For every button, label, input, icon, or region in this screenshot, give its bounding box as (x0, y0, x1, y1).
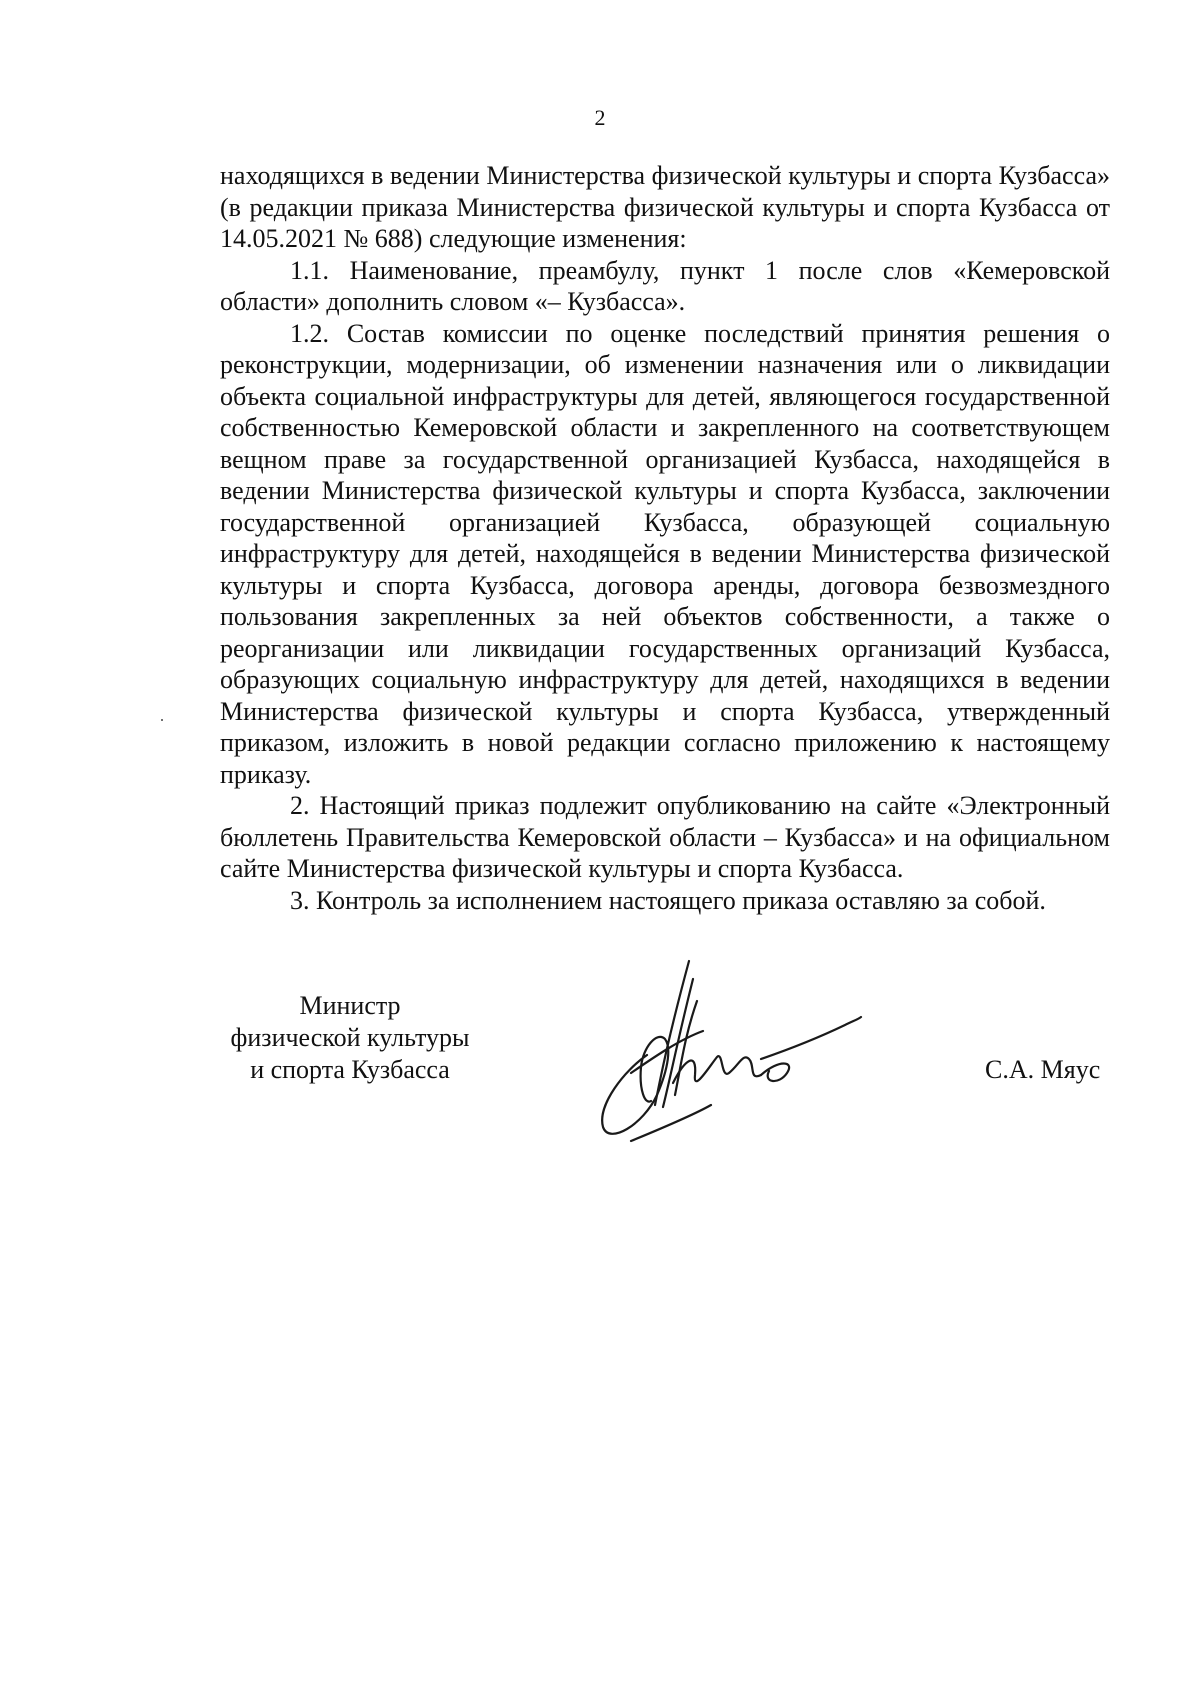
signature-stroke (761, 1064, 789, 1082)
signature-stroke (761, 1017, 861, 1059)
page-number: 2 (594, 105, 606, 130)
handwritten-signature (585, 955, 905, 1145)
paragraph-3: 3. Контроль за исполнением настоящего приказа оставляю за собой. (290, 885, 1046, 915)
signature-stroke (673, 1056, 761, 1083)
signatory-position-line: Министр (299, 991, 401, 1020)
paragraph-2: 2. Настоящий приказ подлежит опубликованию на сайте «Электронный бюллетень Правительства Кемеровской области – Кузбасса» и на официальном сайте Министерства физической культуры и спорта Кузбасса. (220, 791, 1110, 883)
document-body (220, 160, 1110, 916)
signatory-position (220, 990, 480, 1086)
scan-speck (161, 719, 163, 721)
signature-stroke (675, 1001, 697, 1095)
signature-stroke (631, 1105, 711, 1141)
paragraph-continuation: находящихся в ведении Министерства физической культуры и спорта Кузбасса» (в редакции приказа Министерства физической культуры и спорта Кузбасса от 14.05.2021 № 688) следующие изменения: (220, 161, 1110, 253)
signatory-position-line: физической культуры (230, 1023, 470, 1052)
signatory-name: С.А. Мяус (985, 1055, 1101, 1084)
paragraph-1-2: 1.2. Состав комиссии по оценке последствий принятия решения о реконструкции, модернизации, об изменении назначения или о ликвидации объекта социальной инфраструктуры для детей, являющегося государственной собственностью Кемеровской области и закрепленного на соответствующем вещном праве за государственной организацией Кузбасса, находящейся в ведении Министерства физической культуры и спорта Кузбасса, заключении государственной организацией Кузбасса, образующей социальную инфраструктуру для детей, находящейся в ведении Министерства физической культуры и спорта Кузбасса, договора аренды, договора безвозмездного пользования закрепленных за ней объектов собственности, а также о реорганизации или ликвидации государственных организаций Кузбасса, образующих социальную инфраструктуру для детей, находящихся в ведении Министерства физической культуры и спорта Кузбасса, утвержденный приказом, изложить в новой редакции согласно приложению к настоящему приказу. (220, 318, 1110, 789)
signatory-position-line: и спорта Кузбасса (250, 1055, 450, 1084)
paragraph-1-1: 1.1. Наименование, преамбулу, пункт 1 после слов «Кемеровской области» дополнить словом «– Кузбасса». (220, 255, 1110, 316)
